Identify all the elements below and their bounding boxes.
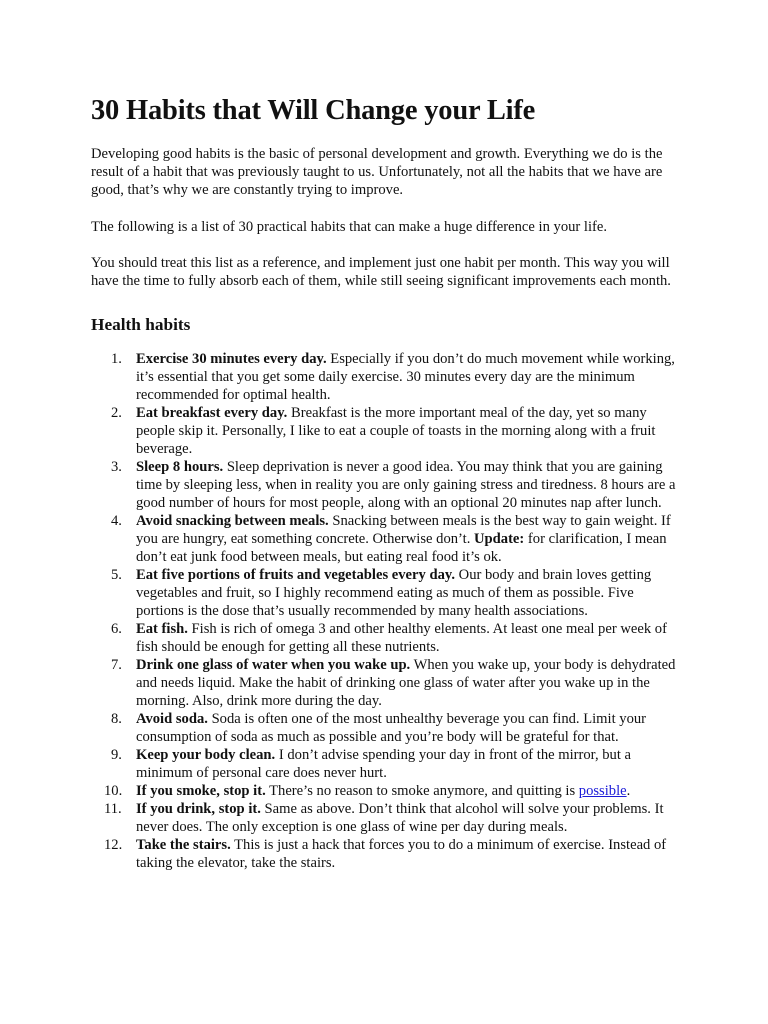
habit-text: Our body and brain loves getting vegetables and fruit, so I highly recommend eating as much of them as possible. Five portions is the dose that’s usually recommended by many health associations. (136, 567, 652, 620)
list-number: 4. (111, 513, 122, 530)
list-number: 10. (104, 783, 123, 800)
list-item (91, 836, 681, 872)
page-title: 30 Habits that Will Change your Life (91, 95, 536, 126)
list-number: 1. (111, 351, 122, 368)
habit-title: Drink one glass of water when you wake up. (136, 657, 411, 674)
habit-title: If you smoke, stop it. (136, 783, 266, 800)
habit-title: Avoid soda. (136, 711, 208, 728)
list-item (91, 782, 681, 800)
habit-text: Soda is often one of the most unhealthy beverage you can find. Limit your consumption of soda as much as possible and you’re body will be grateful for that. (136, 711, 647, 746)
intro-paragraph-2: The following is a list of 30 practical habits that can make a huge difference in your life. (91, 218, 608, 235)
list-item (91, 404, 681, 458)
list-number: 6. (111, 621, 122, 638)
list-number: 8. (111, 711, 122, 728)
list-item (91, 350, 681, 404)
habit-title: Eat five portions of fruits and vegetables every day. (136, 567, 456, 584)
habit-title: Eat fish. (136, 621, 188, 638)
habit-title: Take the stairs. (136, 837, 231, 854)
habit-title: Exercise 30 minutes every day. (136, 351, 327, 368)
habit-title: Avoid snacking between meals. (136, 513, 329, 530)
habit-text: Snacking between meals is the best way to gain weight. If you are hungry, eat something concrete. Otherwise don’t. (136, 513, 671, 548)
habit-text: Same as above. Don’t think that alcohol will solve your problems. It never does. The only exception is one glass of wine per day during meals. (136, 801, 664, 836)
list-number: 3. (111, 459, 122, 476)
list-item (91, 800, 681, 836)
habit-title: If you drink, stop it. (136, 801, 261, 818)
list-item (91, 512, 681, 566)
habit-title: Sleep 8 hours. (136, 459, 224, 476)
habit-text: Fish is rich of omega 3 and other healthy elements. At least one meal per week of fish should be enough for getting all these nutrients. (136, 621, 667, 656)
section-heading-health: Health habits (91, 315, 191, 335)
habit-text: When you wake up, your body is dehydrated and needs liquid. Make the habit of drinking one glass of water after you wake up in the morning. Also, drink more during the day. (136, 657, 676, 710)
habit-text-end: . (626, 783, 631, 800)
list-number: 7. (111, 657, 122, 674)
list-number: 9. (111, 747, 122, 764)
habit-text: Especially if you don’t do much movement while working, it’s essential that you get some daily exercise. 30 minutes every day are the minimum recommended for optimal health. (136, 351, 675, 404)
possible-link[interactable]: possible (578, 783, 627, 800)
update-label: Update: (474, 531, 525, 548)
habits-list (91, 350, 681, 872)
list-item (91, 746, 681, 782)
habit-text: Breakfast is the more important meal of the day, yet so many people skip it. Personally, I like to eat a couple of toasts in the morning along with a fruit beverage. (136, 405, 656, 458)
list-item (91, 710, 681, 746)
list-item (91, 620, 681, 656)
list-number: 5. (111, 567, 122, 584)
document-page (91, 93, 681, 872)
list-number: 12. (104, 837, 123, 854)
list-number: 11. (104, 801, 122, 818)
list-item (91, 566, 681, 620)
list-item (91, 656, 681, 710)
habit-title: Eat breakfast every day. (136, 405, 288, 422)
intro-paragraph-3: You should treat this list as a reference, and implement just one habit per month. This way you will have the time to fully absorb each of them, while still seeing significant improvements each month. (91, 254, 671, 290)
habit-text: This is just a hack that forces you to do a minimum of exercise. Instead of taking the elevator, take the stairs. (136, 837, 667, 872)
list-number: 2. (111, 405, 122, 422)
intro-paragraph-1: Developing good habits is the basic of personal development and growth. Everything we do is the result of a habit that was previously taught to us. Unfortunately, not all the habits that we have are good, that’s why we are constantly trying to improve. (91, 146, 663, 199)
habit-text: Sleep deprivation is never a good idea. You may think that you are gaining time by sleeping less, when in reality you are only gaining stress and tiredness. 8 hours are a good number of hours for most people, along with an optional 20 minutes nap after lunch. (136, 459, 676, 512)
habit-title: Keep your body clean. (136, 747, 276, 764)
habit-text: There’s no reason to smoke anymore, and quitting is (265, 783, 579, 800)
list-item (91, 458, 681, 512)
habit-text-continued: for clarification, I mean don’t eat junk food between meals, but eating real food it’s ok. (136, 531, 667, 566)
habit-text: I don’t advise spending your day in front of the mirror, but a minimum of personal care does never hurt. (136, 747, 632, 782)
